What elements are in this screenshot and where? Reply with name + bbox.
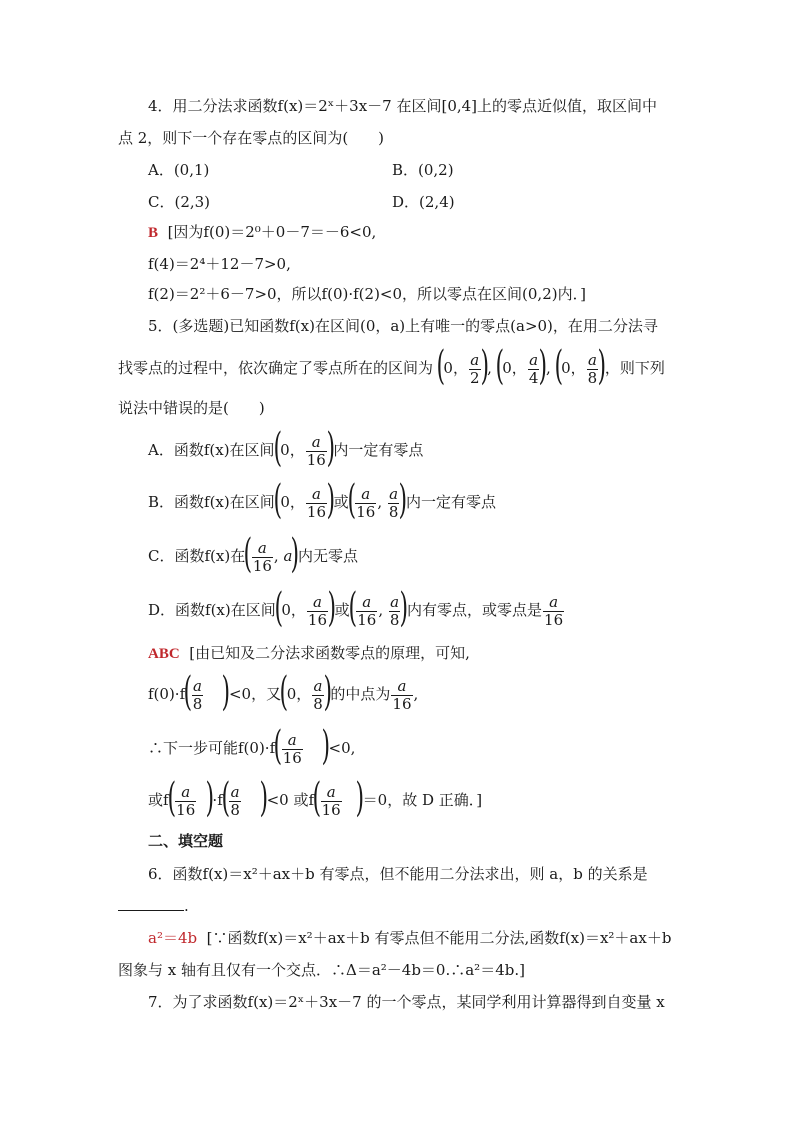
q5-stem-line2-text: 找零点的过程中，依次确定了零点所在的区间为 [118,359,434,377]
q5-option-d: D．函数f(x)在区间(0， $\frac{a}{16}$ )或( $\frac{a}{16}$ , $\frac{a}{8}$ )内有零点，或零点是 $\frac{a}{16}$ [148,585,564,631]
q4-option-d: D．(2,4) [392,193,455,211]
q4-solution-line2: f(4)＝2⁴＋12－7>0, [148,255,291,273]
q5-stem-line3: 说法中错误的是( ) [118,399,265,417]
q5-stem-line1: 5．(多选题)已知函数f(x)在区间(0，a)上有唯一的零点(a>0)，在用二分法寻 [148,317,658,335]
q5-option-b: B．函数f(x)在区间(0， $\frac{a}{16}$ )或( $\frac{a}{16}$ , $\frac{a}{8}$ )内一定有零点 [148,477,497,523]
q6-answer: a²＝4b [148,929,198,947]
q6-solution-line2: 图象与 x 轴有且仅有一个交点．∴Δ＝a²－4b＝0.∴a²＝4b.] [118,961,525,979]
q4-option-a: A．(0,1) [148,161,210,179]
q4-solution-line3: f(2)＝2²＋6－7>0，所以f(0)·f(2)<0，所以零点在区间(0,2)内．] [148,285,586,303]
q6-answer-blank: . [118,896,189,916]
q5-solution-line1: ABC [由已知及二分法求函数零点的原理，可知, [148,644,470,662]
q4-solution-text1: [因为f(0)＝2⁰＋0－7＝－6<0, [167,223,377,241]
q5-solution-line4: 或f( $\frac{a}{16}$ )·f( $\frac{a}{8}$ )<0 或f( $\frac{a}{16}$ )＝0，故 D 正确．] [148,775,483,821]
q4-stem-line2: 点 2，则下一个存在零点的区间为( ) [118,129,385,147]
q5-answer: ABC [148,646,180,662]
q6-solution-line1: a²＝4b [∵函数f(x)＝x²＋ax＋b 有零点但不能用二分法,函数f(x)＝x²＋ax＋b [148,929,672,947]
fraction-a-over-4: $\frac{a}{4}$ [528,350,539,387]
section-heading: 二、填空题 [148,833,224,850]
q4-solution-line1 [148,222,376,243]
q5-solution-line2: f(0)·f( $\frac{a}{8}$ )<0，又(0， $\frac{a}{8}$ )的中点为 $\frac{a}{16}$ , [148,669,419,715]
q4-stem-line1: 4．用二分法求函数f(x)＝2ˣ＋3x－7 在区间[0,4]上的零点近似值，取区间中 [148,97,658,115]
q4-option-b: B．(0,2) [392,161,454,179]
q5-option-c: C．函数f(x)在( $\frac{a}{16}$ , a)内无零点 [148,531,359,577]
q5-solution-line3: ∴下一步可能f(0)·f( $\frac{a}{16}$ )<0, [148,723,356,769]
q6-stem-line1: 6．函数f(x)＝x²＋ax＋b 有零点，但不能用二分法求出，则 a，b 的关系是 [148,865,648,883]
fraction-a-over-2: $\frac{a}{2}$ [469,350,480,387]
q5-stem-line2: 找零点的过程中，依次确定了零点所在的区间为 (0， $\frac{a}{2}$ ), (0， $\frac{a}{4}$ ), (0， $\frac{a}{8}$ )，则下列 [118,343,665,389]
q4-answer: B [148,225,159,241]
q7-stem-line1: 7．为了求函数f(x)＝2ˣ＋3x－7 的一个零点，某同学利用计算器得到自变量 x [148,993,665,1011]
q4-option-c: C．(2,3) [148,193,211,211]
q5-option-a: A．函数f(x)在区间(0， $\frac{a}{16}$ )内一定有零点 [148,425,424,471]
fraction-a-over-8: $\frac{a}{8}$ [587,350,598,387]
